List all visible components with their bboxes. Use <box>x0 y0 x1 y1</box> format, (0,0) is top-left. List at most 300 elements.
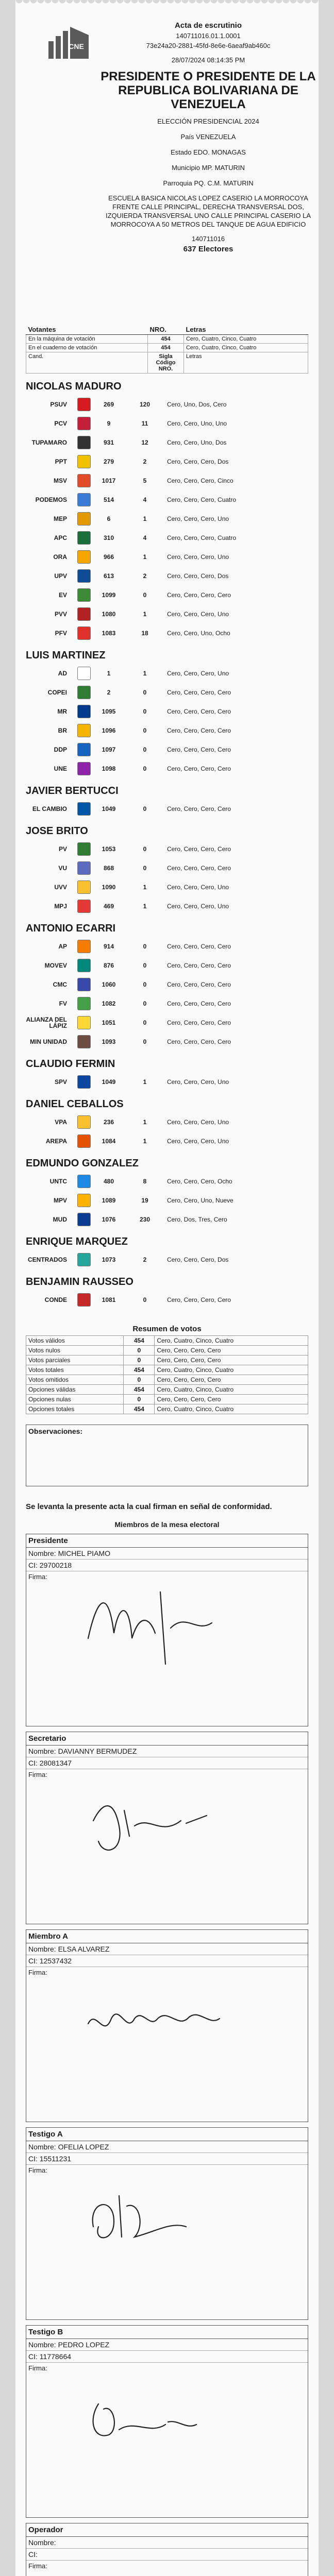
candidate-block <box>26 825 308 916</box>
party-sigla: DDP <box>54 745 67 753</box>
party-letras: Cero, Cero, Cero, Cero <box>167 942 231 950</box>
party-logo-icon <box>77 1194 91 1207</box>
party-sigla: TUPAMARO <box>31 438 67 446</box>
party-row <box>26 956 308 975</box>
candidate-name: EDMUNDO GONZALEZ <box>26 1158 139 1169</box>
party-sigla: MEP <box>53 515 67 522</box>
summary-value: 454 <box>124 1365 155 1375</box>
party-code: 6 <box>107 515 111 522</box>
candidate-name: ANTONIO ECARRI <box>26 923 116 934</box>
member-role: Operador <box>26 2523 308 2537</box>
members-list <box>26 1534 308 2576</box>
party-sigla: CENTRADOS <box>27 1256 67 1263</box>
party-votes: 0 <box>143 745 147 753</box>
party-logo-icon <box>77 1175 91 1188</box>
party-sigla: VU <box>58 864 67 872</box>
summary-label: Votos parciales <box>26 1355 124 1365</box>
summary-row <box>26 1375 308 1385</box>
member-ci: CI: <box>26 2549 308 2561</box>
acta-title: Acta de escrutinio <box>174 21 242 30</box>
handwritten-signature <box>83 1780 238 1883</box>
party-votes: 11 <box>141 419 148 427</box>
member-box <box>26 1732 308 1924</box>
summary-letras: Cero, Cero, Cero, Cero <box>155 1395 308 1404</box>
votantes-header: Votantes <box>26 325 148 335</box>
mesa-title: Miembros de la mesa electoral <box>114 1520 220 1529</box>
votantes-nro: 454 <box>147 344 183 352</box>
summary-row <box>26 1346 308 1355</box>
party-row <box>26 683 308 702</box>
party-letras: Cero, Cero, Cero, Cero <box>167 805 231 812</box>
summary-value: 0 <box>124 1346 155 1355</box>
party-row <box>26 1191 308 1210</box>
summary-label: Opciones nulas <box>26 1395 124 1404</box>
party-votes: 0 <box>143 805 147 812</box>
party-sigla: PCV <box>54 419 67 427</box>
party-sigla: MOVEV <box>44 961 67 969</box>
party-sigla: BR <box>58 726 67 734</box>
member-ci: CI: 15511231 <box>26 2153 308 2165</box>
member-role: Secretario <box>26 1732 308 1745</box>
party-letras: Cero, Cero, Cero, Cuatro <box>167 496 237 503</box>
party-code: 1083 <box>102 629 116 637</box>
member-name: Nombre: OFELIA LOPEZ <box>26 2141 308 2153</box>
party-code: 966 <box>103 553 114 561</box>
party-letras: Cero, Cero, Cero, Uno <box>167 1137 229 1145</box>
candidate-block <box>26 785 308 818</box>
party-code: 1096 <box>102 726 116 734</box>
party-sigla: COPEI <box>47 688 67 696</box>
party-sigla: MUD <box>53 1215 67 1223</box>
party-code: 876 <box>103 961 114 969</box>
party-code: 1080 <box>102 610 116 618</box>
member-firma-label: Firma: <box>28 2166 47 2174</box>
votantes-nro: 454 <box>147 335 183 344</box>
party-logo-icon <box>77 978 91 991</box>
centro-code: 140711016 <box>191 235 225 243</box>
summary-label: Opciones totales <box>26 1404 124 1414</box>
acta-receipt <box>15 0 319 2576</box>
party-row <box>26 1290 308 1309</box>
party-logo-icon <box>77 762 91 775</box>
party-votes: 0 <box>143 1038 147 1045</box>
party-letras: Cero, Dos, Tres, Cero <box>167 1215 227 1223</box>
party-letras: Cero, Cero, Cero, Cero <box>167 726 231 734</box>
party-row <box>26 433 308 452</box>
member-signature-area <box>26 1769 308 1924</box>
member-ci: CI: 11778664 <box>26 2351 308 2363</box>
party-logo-icon <box>77 1035 91 1048</box>
party-code: 1060 <box>102 980 116 988</box>
party-votes: 2 <box>143 572 147 580</box>
member-name: Nombre: MICHEL PIAMO <box>26 1548 308 1560</box>
party-letras: Cero, Cero, Cero, Cuatro <box>167 534 237 541</box>
party-sigla: AP <box>58 942 67 950</box>
candidate-block <box>26 1236 308 1269</box>
party-row <box>26 721 308 740</box>
summary-row <box>26 1385 308 1395</box>
party-code: 1089 <box>102 1196 116 1204</box>
party-logo-icon <box>77 455 91 468</box>
party-code: 269 <box>103 400 114 408</box>
candidate-name: DANIEL CEBALLOS <box>26 1098 124 1110</box>
party-row <box>26 414 308 433</box>
candidate-name: NICOLAS MADURO <box>26 381 122 392</box>
party-code: 1051 <box>102 1019 116 1026</box>
member-name: Nombre: PEDRO LOPEZ <box>26 2339 308 2351</box>
party-logo-icon <box>77 512 91 526</box>
party-row <box>26 1250 308 1269</box>
party-votes: 0 <box>143 961 147 969</box>
party-code: 1090 <box>102 883 116 891</box>
party-votes: 4 <box>143 534 147 541</box>
party-sigla: MPJ <box>54 902 67 910</box>
party-logo-icon <box>77 705 91 718</box>
party-row <box>26 395 308 414</box>
member-signature-area <box>26 1967 308 2122</box>
votantes-label: En el cuaderno de votación <box>26 344 148 352</box>
party-sigla: MPV <box>53 1196 67 1204</box>
party-sigla: PFV <box>55 629 67 637</box>
nro-header: NRO. <box>147 325 183 335</box>
party-logo-icon <box>77 607 91 621</box>
party-code: 1049 <box>102 805 116 812</box>
party-code: 2 <box>107 688 111 696</box>
candidate-block <box>26 1158 308 1229</box>
summary-row <box>26 1355 308 1365</box>
party-votes: 5 <box>143 477 147 484</box>
handwritten-signature <box>83 2175 238 2278</box>
cne-logo-text: CNE <box>69 42 84 50</box>
summary-label: Votos nulos <box>26 1346 124 1355</box>
party-row <box>26 566 308 585</box>
member-box <box>26 1929 308 2122</box>
candidate-name: ENRIQUE MARQUEZ <box>26 1236 128 1247</box>
party-row <box>26 799 308 818</box>
summary-letras: Cero, Cuatro, Cinco, Cuatro <box>155 1365 308 1375</box>
party-letras: Cero, Cero, Cero, Ocho <box>167 1177 232 1185</box>
party-logo-icon <box>77 1134 91 1148</box>
party-row <box>26 994 308 1013</box>
party-sigla: CONDE <box>44 1296 67 1303</box>
party-logo-icon <box>77 667 91 680</box>
votantes-nro: Sigla Código NRO. <box>147 352 183 374</box>
municipality: Municipio MP. MATURIN <box>172 164 245 172</box>
party-logo-icon <box>77 1293 91 1307</box>
summary-value: 0 <box>124 1395 155 1404</box>
party-sigla: UPV <box>54 572 67 580</box>
election-name: ELECCIÓN PRESIDENCIAL 2024 <box>157 117 259 125</box>
state: Estado EDO. MONAGAS <box>171 148 246 156</box>
party-letras: Cero, Cero, Cero, Uno <box>167 1078 229 1086</box>
party-code: 1017 <box>102 477 116 484</box>
candidate-name: LUIS MARTINEZ <box>26 650 106 661</box>
party-votes: 18 <box>141 629 148 637</box>
member-ci: CI: 29700218 <box>26 1560 308 1571</box>
party-sigla: EV <box>58 591 67 599</box>
party-sigla: VPA <box>55 1118 67 1126</box>
party-sigla: SPV <box>54 1078 67 1086</box>
party-votes: 12 <box>141 438 148 446</box>
cne-logo <box>46 21 91 65</box>
party-logo-icon <box>77 842 91 856</box>
party-votes: 1 <box>143 610 147 618</box>
country: País VENEZUELA <box>180 133 236 141</box>
candidate-block <box>26 1058 308 1091</box>
party-votes: 230 <box>139 1215 151 1223</box>
party-sigla: AREPA <box>45 1137 67 1145</box>
party-code: 1081 <box>102 1296 116 1303</box>
votantes-letras: Cero, Cuatro, Cinco, Cuatro <box>183 344 308 352</box>
summary-table <box>26 1335 308 1414</box>
party-sigla: PVV <box>54 610 67 618</box>
party-letras: Cero, Cero, Cero, Cero <box>167 980 231 988</box>
candidate-name: CLAUDIO FERMIN <box>26 1058 115 1070</box>
candidate-block <box>26 381 308 642</box>
party-code: 1098 <box>102 765 116 772</box>
summary-row <box>26 1395 308 1404</box>
summary-row <box>26 1404 308 1414</box>
candidate-block <box>26 1098 308 1150</box>
party-sigla: PPT <box>55 457 67 465</box>
summary-value: 0 <box>124 1355 155 1365</box>
summary-title: Resumen de votos <box>132 1325 202 1333</box>
party-logo-icon <box>77 550 91 564</box>
party-sigla: CMC <box>53 980 67 988</box>
party-row <box>26 759 308 778</box>
party-row <box>26 1131 308 1150</box>
party-logo-icon <box>77 1213 91 1226</box>
party-row <box>26 896 308 916</box>
party-letras: Cero, Cero, Uno, Uno <box>167 419 227 427</box>
member-signature-area <box>26 2165 308 2319</box>
summary-letras: Cero, Cuatro, Cinco, Cuatro <box>155 1404 308 1414</box>
party-code: 469 <box>103 902 114 910</box>
party-code: 1095 <box>102 707 116 715</box>
member-ci: CI: 28081347 <box>26 1757 308 1769</box>
party-votes: 1 <box>143 1137 147 1145</box>
handwritten-signature <box>83 1582 238 1685</box>
party-votes: 0 <box>143 688 147 696</box>
member-name: Nombre: <box>26 2537 308 2549</box>
party-row <box>26 509 308 528</box>
summary-row <box>26 1365 308 1375</box>
party-sigla: MSV <box>53 477 67 484</box>
party-logo-icon <box>77 569 91 583</box>
party-letras: Cero, Cero, Cero, Cero <box>167 688 231 696</box>
summary-value: 454 <box>124 1404 155 1414</box>
member-role: Presidente <box>26 1534 308 1548</box>
party-logo-icon <box>77 1253 91 1266</box>
party-letras: Cero, Cero, Cero, Cero <box>167 765 231 772</box>
member-box <box>26 2523 308 2576</box>
party-sigla: UNE <box>54 765 67 772</box>
votantes-letras: Letras <box>183 352 308 374</box>
party-code: 514 <box>103 496 114 503</box>
party-code: 1097 <box>102 745 116 753</box>
summary-label: Votos totales <box>26 1365 124 1375</box>
party-votes: 1 <box>143 669 147 677</box>
party-letras: Cero, Cero, Cero, Dos <box>167 572 229 580</box>
party-code: 931 <box>103 438 114 446</box>
summary-letras: Cero, Cero, Cero, Cero <box>155 1375 308 1385</box>
party-logo-icon <box>77 493 91 506</box>
party-row <box>26 858 308 877</box>
party-row <box>26 528 308 547</box>
party-code: 1053 <box>102 845 116 853</box>
party-letras: Cero, Cero, Cero, Uno <box>167 553 229 561</box>
party-votes: 0 <box>143 942 147 950</box>
party-logo-icon <box>77 743 91 756</box>
party-votes: 8 <box>143 1177 147 1185</box>
candidate-name: JOSE BRITO <box>26 825 88 837</box>
summary-label: Votos válidos <box>26 1336 124 1346</box>
party-sigla: EL CAMBIO <box>32 805 67 812</box>
member-role: Miembro A <box>26 1930 308 1943</box>
party-letras: Cero, Cero, Cero, Cero <box>167 1038 231 1045</box>
votantes-letras: Cero, Cuatro, Cinco, Cuatro <box>183 335 308 344</box>
party-letras: Cero, Cero, Cero, Cero <box>167 745 231 753</box>
party-code: 1099 <box>102 591 116 599</box>
summary-row <box>26 1336 308 1346</box>
handwritten-signature <box>83 1977 238 2080</box>
party-sigla: UVV <box>54 883 67 891</box>
party-sigla: PSUV <box>50 400 67 408</box>
party-row <box>26 1210 308 1229</box>
party-sigla: MR <box>57 707 67 715</box>
member-firma-label: Firma: <box>28 2562 47 2570</box>
candidates-list <box>26 381 308 1309</box>
party-row <box>26 1032 308 1051</box>
party-row <box>26 877 308 896</box>
party-row <box>26 471 308 490</box>
party-votes: 1 <box>143 1118 147 1126</box>
party-votes: 0 <box>143 999 147 1007</box>
party-votes: 0 <box>143 591 147 599</box>
observaciones-label: Observaciones: <box>28 1427 83 1435</box>
party-row <box>26 585 308 604</box>
party-code: 1093 <box>102 1038 116 1045</box>
party-votes: 0 <box>143 726 147 734</box>
party-votes: 0 <box>143 707 147 715</box>
party-letras: Cero, Cero, Cero, Uno <box>167 610 229 618</box>
party-letras: Cero, Cero, Cero, Uno <box>167 883 229 891</box>
party-letras: Cero, Cero, Cero, Cero <box>167 999 231 1007</box>
member-firma-label: Firma: <box>28 2364 47 2372</box>
member-firma-label: Firma: <box>28 1573 47 1581</box>
candidate-name: JAVIER BERTUCCI <box>26 785 119 796</box>
party-logo-icon <box>77 724 91 737</box>
party-letras: Cero, Cero, Cero, Dos <box>167 457 229 465</box>
letras-header: Letras <box>183 325 308 335</box>
member-box <box>26 2127 308 2320</box>
party-row <box>26 740 308 759</box>
party-letras: Cero, Cero, Cero, Uno <box>167 515 229 522</box>
votantes-label: Cand. <box>26 352 148 374</box>
member-firma-label: Firma: <box>28 1771 47 1778</box>
party-votes: 0 <box>143 1019 147 1026</box>
party-code: 1084 <box>102 1137 116 1145</box>
party-row <box>26 664 308 683</box>
party-row <box>26 702 308 721</box>
party-sigla: UNTC <box>49 1177 67 1185</box>
summary-value: 454 <box>124 1336 155 1346</box>
party-logo-icon <box>77 474 91 487</box>
candidate-block <box>26 1276 308 1309</box>
party-logo-icon <box>77 686 91 699</box>
party-letras: Cero, Cero, Cero, Cinco <box>167 477 233 484</box>
party-logo-icon <box>77 1016 91 1029</box>
member-signature-area <box>26 1571 308 1726</box>
conformity-note: Se levanta la presente acta la cual firman en señal de conformidad. <box>26 1502 272 1511</box>
party-code: 480 <box>103 1177 114 1185</box>
summary-label: Votos omitidos <box>26 1375 124 1385</box>
votantes-table <box>26 325 308 374</box>
party-letras: Cero, Cero, Cero, Cero <box>167 864 231 872</box>
votantes-row <box>26 335 308 344</box>
member-signature-area <box>26 2561 308 2576</box>
party-letras: Cero, Cero, Cero, Cero <box>167 707 231 715</box>
party-code: 310 <box>103 534 114 541</box>
electores-count: 637 Electores <box>183 245 233 253</box>
member-box <box>26 1534 308 1726</box>
summary-value: 0 <box>124 1375 155 1385</box>
party-letras: Cero, Cero, Cero, Cero <box>167 1296 231 1303</box>
party-code: 1073 <box>102 1256 116 1263</box>
member-firma-label: Firma: <box>28 1969 47 1976</box>
party-logo-icon <box>77 802 91 816</box>
party-logo-icon <box>77 940 91 953</box>
party-row <box>26 937 308 956</box>
party-row <box>26 604 308 623</box>
votes-section <box>26 325 308 2576</box>
party-letras: Cero, Cero, Cero, Cero <box>167 845 231 853</box>
party-sigla: PODEMOS <box>35 496 67 503</box>
party-row <box>26 1172 308 1191</box>
member-role: Testigo B <box>26 2326 308 2339</box>
party-letras: Cero, Uno, Dos, Cero <box>167 400 227 408</box>
party-code: 1 <box>107 669 111 677</box>
party-logo-icon <box>77 1075 91 1089</box>
member-signature-area <box>26 2363 308 2517</box>
party-votes: 1 <box>143 553 147 561</box>
acta-header <box>98 21 319 255</box>
election-title: PRESIDENTE O PRESIDENTE DE LA REPUBLICA BOLIVARIANA DE VENEZUELA <box>101 70 316 111</box>
party-logo-icon <box>77 959 91 972</box>
party-sigla: FV <box>59 999 67 1007</box>
handwritten-signature <box>83 2373 238 2476</box>
votantes-label: En la máquina de votación <box>26 335 148 344</box>
party-letras: Cero, Cero, Cero, Cero <box>167 591 231 599</box>
party-votes: 1 <box>143 902 147 910</box>
party-row <box>26 452 308 471</box>
party-sigla: PV <box>58 845 67 853</box>
party-logo-icon <box>77 626 91 640</box>
party-logo-icon <box>77 1115 91 1129</box>
party-row <box>26 975 308 994</box>
votantes-row <box>26 344 308 352</box>
party-row <box>26 623 308 642</box>
party-logo-icon <box>77 398 91 411</box>
party-votes: 0 <box>143 864 147 872</box>
party-letras: Cero, Cero, Uno, Dos <box>167 438 227 446</box>
party-votes: 120 <box>139 400 151 408</box>
school-address: ESCUELA BASICA NICOLAS LOPEZ CASERIO LA MORROCOYA FRENTE CALLE PRINCIPAL, DERECHA TRANSVERSAL DOS, IZQUIERDA TRANSVERSAL UNO CALLE PRINCIPAL CASERIO LA MORROCOYA A 50 METROS DEL TANQUE DE AGUA EDIFICIO <box>105 194 311 228</box>
member-name: Nombre: ELSA ALVAREZ <box>26 1943 308 1955</box>
party-votes: 1 <box>143 515 147 522</box>
party-votes: 0 <box>143 1296 147 1303</box>
acta-hash-short: 73e24a20-2881-45fd-8e6e-6aeaf9ab460c <box>146 42 271 49</box>
